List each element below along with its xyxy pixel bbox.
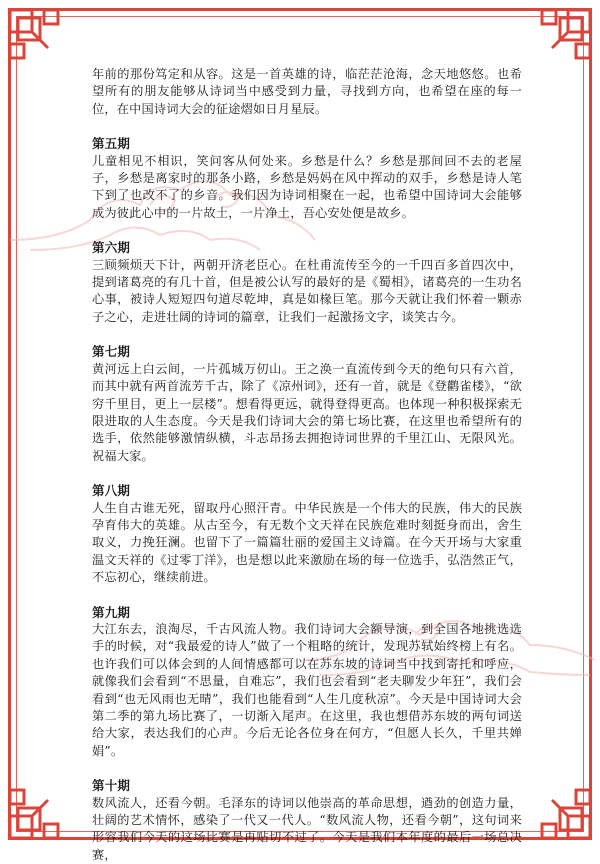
section-body: 三顾频烦天下计，两朝开济老臣心。在杜甫流传至今的一千四百多首四次中，提到诸葛亮的有几十首，但是被公认写的最好的是《蜀相》，诸葛亮的一生功名心事，被诗人短短四句道尽乾坤，真是如椽巨笔。那今天就让我们怀着一颗赤子之心，走进壮阔的诗词的篇章，让我们一起激扬文字，谈笑古今。	[92, 257, 522, 324]
corner-knot-ornament	[4, 4, 74, 74]
section-title: 第六期	[92, 240, 131, 256]
section-body: 大江东去，浪淘尽，千古风流人物。我们诗词大会额导演，到全国各地挑选选手的时候，对“我最爱的诗人”做了一个粗略的统计，发现苏轼始终榜上有名。也许我们可以体会到的人间情感都可以在苏东坡的诗词当中找到寄托和呼应，就像我们会看到“不思量，自难忘”，我们也会看到“老夫聊发少年狂”，我们会看到“也无风雨也无晴”，我们也能看到“人生几度秋凉”。今天是中国诗词大会第二季的第九场比赛了，一切渐入尾声。在这里，我也想借苏东坡的两句词送给大家，表达我们的心声。今后无论各位身在何方，“但愿人长久，千里共婵娟”。	[92, 621, 522, 758]
section-body: 儿童相见不相识，笑问客从何处来。乡愁是什么？乡愁是那间回不去的老屋子，乡愁是离家时的那条小路，乡愁是妈妈在风中挥动的双手，乡愁是诗人笔下到了也改不了的乡音。我们因为诗词相聚在一起，也希望中国诗词大会能够成为彼此心中的一片故土，一片净土，吾心安处便是故乡。	[92, 153, 522, 220]
intro-paragraph: 年前的那份笃定和从容。这是一首英雄的诗，临茫茫沧海，念天地悠悠。也希望所有的朋友能够从诗词当中感受到力量，寻找到方向，也希望在座的每一位，在中国诗词大会的征途熠如日月星辰。	[92, 67, 522, 116]
corner-knot-ornament	[526, 774, 596, 844]
section-period-7	[92, 343, 522, 465]
document-body	[92, 66, 522, 864]
section-title: 第七期	[92, 344, 131, 360]
section-body: 人生自古谁无死，留取丹心照汗青。中华民族是一个伟大的民族，伟大的民族孕育伟大的英雄。从古至今，有无数个文天祥在民族危难时刻挺身而出，舍生取义，力挽狂澜。也留下了一篇篇壮丽的爱国主义诗篇。在今天开场与大家重温文天祥的《过零丁洋》，也是想以此来激励在场的每一位选手，弘浩然正气，不忘初心，继续前进。	[92, 500, 522, 585]
section-title: 第五期	[92, 136, 131, 152]
section-period-8	[92, 482, 522, 586]
section-body: 数风流人，还看今朝。毛泽东的诗词以他崇高的革命思想，遒劲的创造力量，壮阔的艺术情怀，感染了一代又一代人。“数风流人物，还看今朝”，这句词来形容我们今天的这场比赛是再贴切不过了。今天是我们本年度的最后一场总决赛，	[92, 795, 522, 862]
section-body: 黄河远上白云间，一片孤城万仞山。王之涣一直流传到今天的绝句只有六首，而其中就有两首流芳千古，除了《凉州词》，还有一首，就是《登鹳雀楼》，“欲穷千里目，更上一层楼”。想看得更远，就得登得更高。也体现一种积极探索无限进取的人生态度。今天是我们诗词大会的第七场比赛，在这里也希望所有的选手，依然能够激情纵横，斗志昂扬去拥抱诗词世界的千里江山、无限风光。祝福大家。	[92, 361, 522, 463]
section-title: 第十期	[92, 778, 131, 794]
section-period-9	[92, 604, 522, 761]
section-period-6	[92, 239, 522, 326]
section-title: 第八期	[92, 483, 131, 499]
section-period-5	[92, 135, 522, 222]
section-title: 第九期	[92, 604, 131, 620]
section-period-10	[92, 777, 522, 864]
corner-knot-ornament	[526, 4, 596, 74]
corner-knot-ornament	[4, 774, 74, 844]
